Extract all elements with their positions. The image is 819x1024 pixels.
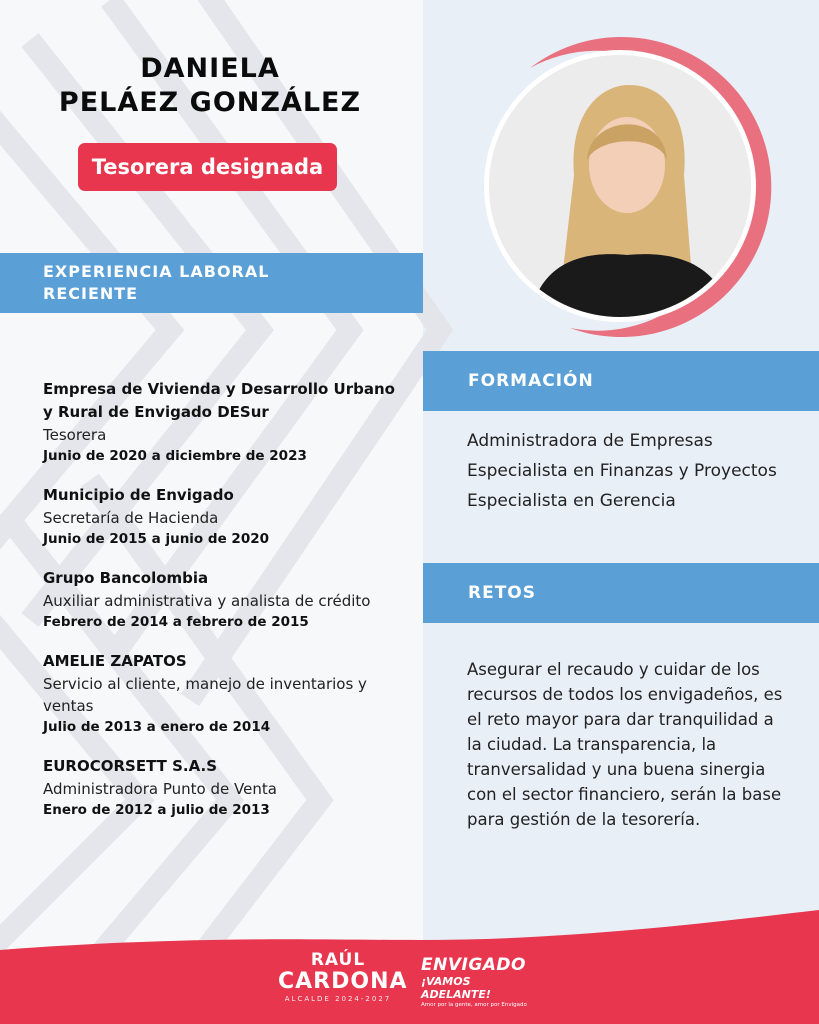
envigado-logo (421, 956, 539, 1009)
logo1-line-2: CARDONA (278, 969, 408, 994)
experience-section-header (0, 253, 423, 313)
formation-item: Especialista en Finanzas y Proyectos (467, 461, 777, 481)
name-line-1: DANIELA (140, 53, 280, 84)
experience-item (43, 484, 403, 549)
experience-role: Tesorera (43, 426, 107, 444)
experience-dates: Enero de 2012 a julio de 2013 (43, 802, 270, 818)
role-badge: Tesorera designada (78, 143, 337, 191)
experience-role: Servicio al cliente, manejo de inventarios y ventas (43, 675, 367, 715)
raul-cardona-logo (278, 950, 408, 1004)
experience-role: Secretaría de Hacienda (43, 509, 219, 527)
logo1-line-1: RAÚL (310, 950, 366, 970)
experience-item (43, 650, 403, 737)
experience-dates: Julio de 2013 a enero de 2014 (43, 719, 271, 735)
logo2-line-1: ENVIGADO (421, 955, 526, 975)
experience-item (43, 755, 403, 820)
experience-dates: Febrero de 2014 a febrero de 2015 (43, 614, 309, 630)
experience-dates: Junio de 2015 a junio de 2020 (43, 531, 269, 547)
person-name (40, 52, 380, 120)
retos-section-header: RETOS (423, 563, 819, 623)
experience-dates: Junio de 2020 a diciembre de 2023 (43, 448, 307, 464)
portrait-frame (470, 8, 800, 338)
logo2-line-3: Amor por la gente, amor por Envigado (421, 1002, 527, 1008)
experience-title-line-1: EXPERIENCIA LABORAL (43, 262, 270, 281)
name-line-2: PELÁEZ GONZÁLEZ (58, 87, 362, 118)
experience-company: Municipio de Envigado (43, 486, 234, 504)
retos-text: Asegurar el recaudo y cuidar de los recursos de todos los envigadeños, es el reto mayor para dar tranquilidad a la ciudad. La transparencia, la tranversalidad y una buena sinergia con el sector financiero, serán la base para gestión de la tesorería. (467, 660, 783, 829)
formation-item: Especialista en Gerencia (467, 491, 676, 511)
experience-title-line-2: RECIENTE (43, 284, 139, 303)
experience-item (43, 567, 403, 632)
portrait-icon (489, 55, 756, 322)
portrait-photo (484, 50, 756, 322)
footer-wave (0, 905, 819, 1024)
experience-company: Grupo Bancolombia (43, 569, 209, 587)
experience-role: Auxiliar administrativa y analista de crédito (43, 592, 371, 610)
formation-list (467, 426, 787, 516)
logo2-line-2: ¡VAMOS ADELANTE! (421, 975, 491, 1001)
formation-section-header: FORMACIÓN (423, 351, 819, 411)
logo1-line-3: ALCALDE 2024-2027 (284, 995, 392, 1003)
footer-banner (0, 905, 819, 1024)
experience-company: AMELIE ZAPATOS (43, 652, 187, 670)
experience-item (43, 378, 403, 466)
experience-company: Empresa de Vivienda y Desarrollo Urbano y Rural de Envigado DESur (43, 380, 395, 421)
experience-role: Administradora Punto de Venta (43, 780, 277, 798)
experience-list (43, 378, 403, 838)
formation-item: Administradora de Empresas (467, 431, 713, 451)
experience-company: EUROCORSETT S.A.S (43, 757, 218, 775)
